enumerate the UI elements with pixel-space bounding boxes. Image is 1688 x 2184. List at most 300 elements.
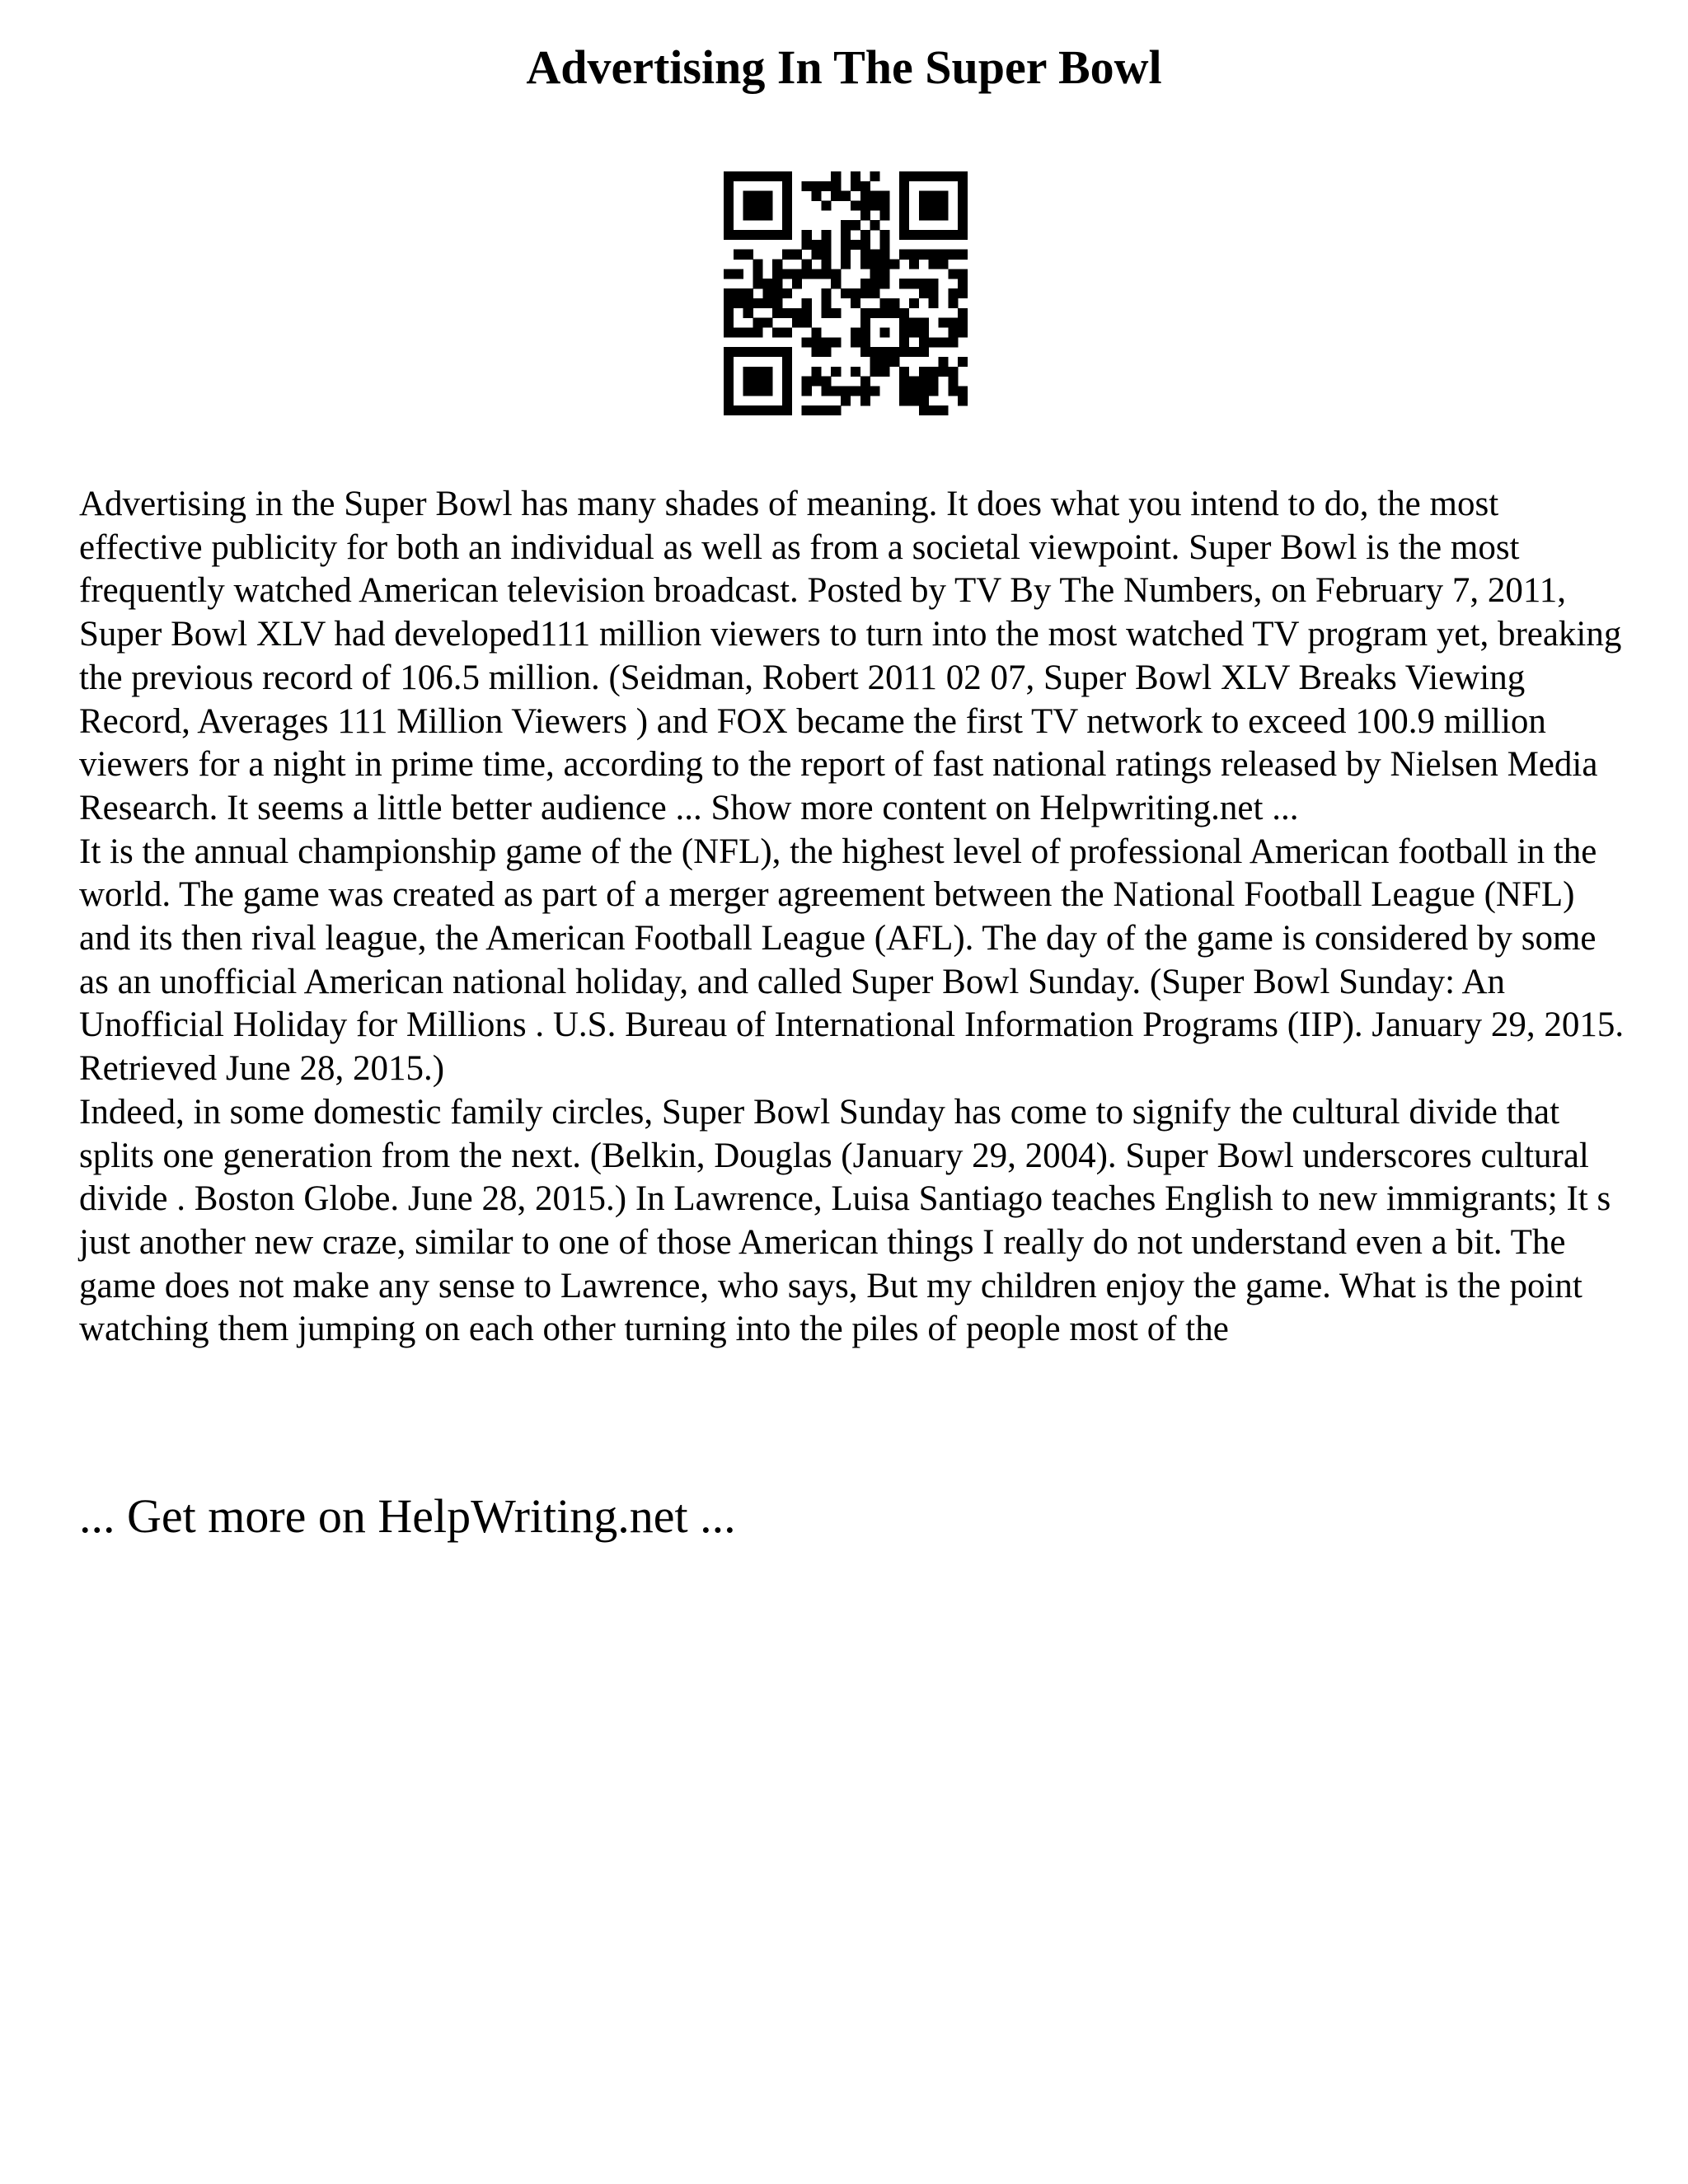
qr-module [879,298,889,308]
qr-module [860,347,870,357]
qr-module [958,308,968,318]
qr-module [929,288,939,298]
qr-module [958,327,968,337]
qr-module [724,210,734,220]
qr-module [812,240,822,250]
qr-module [909,327,919,337]
qr-module [909,171,919,181]
qr-module [841,230,851,240]
qr-module [841,220,851,230]
qr-module [724,396,734,405]
qr-module [919,318,929,328]
qr-module [870,288,880,298]
qr-module [909,318,919,328]
qr-module [841,386,851,396]
qr-module [948,318,958,328]
qr-module [919,386,929,396]
qr-module [889,347,899,357]
qr-module [929,279,939,288]
qr-module [812,191,822,201]
qr-module [743,377,753,387]
qr-module [870,201,880,211]
qr-module [792,308,802,318]
qr-module [958,210,968,220]
qr-module [958,288,968,298]
paragraph-1: Advertising in the Super Bowl has many shades of meaning. It does what you intend to do, the most effective publicity for both an individual as well as from a societal viewpoint. Super Bowl is the most frequently watched American television broadcast. Posted by TV By The Numbers, on February 7, 2011, Super Bowl XLV had developed111 million viewers to turn into the most watched TV program yet, breaking the previous record of 106.5 million. (Seidman, Robert 2011 02 07, Super Bowl XLV Breaks Viewing Record, Averages 111 Million Viewers ) and FOX became the first TV network to exceed 100.9 million viewers for a night in prime time, according to the report of fast national ratings released by Nielsen Media Research. It seems a little better audience ... Show more content on Helpwriting.net ... [79,485,1622,827]
qr-module [821,308,831,318]
qr-module [772,288,782,298]
qr-module [772,405,782,415]
qr-module [879,279,889,288]
qr-module [919,201,929,211]
qr-module [851,288,860,298]
qr-module [919,279,929,288]
qr-module [724,181,734,191]
qr-module [772,298,782,308]
paragraph-3: Indeed, in some domestic family circles, Super Bowl Sunday has come to signify the cultural divide that splits one generation from the next. (Belkin, Douglas (January 29, 2004). Super Bowl underscores cultural divide . Boston Globe. June 28, 2015.) In Lawrence, Luisa Santiago teaches English to new immigrants; It s just another new craze, similar to one of those American things I really do not understand even a bit. The game does not make any sense to Lawrence, who says, But my children enjoy the game. What is the point watching them jumping on each other turning into the piles of people most of the [79,1092,1611,1349]
qr-module [860,181,870,191]
qr-module [753,191,763,201]
qr-module [802,230,812,240]
qr-module [948,269,958,279]
qr-module [909,250,919,260]
qr-module [724,347,734,357]
qr-module [831,269,841,279]
qr-module [958,181,968,191]
qr-module [753,260,763,269]
qr-module [762,191,772,201]
qr-module [889,260,899,269]
qr-module [879,230,889,240]
qr-module [734,230,743,240]
qr-module [772,269,782,279]
qr-module [821,201,831,211]
qr-module [782,347,792,357]
qr-module [792,250,802,260]
qr-module [919,396,929,405]
qr-module [821,230,831,240]
qr-module [899,279,909,288]
qr-module [899,181,909,191]
qr-module [802,181,812,191]
qr-module [948,230,958,240]
qr-module [870,260,880,269]
qr-module [899,347,909,357]
qr-module [958,269,968,279]
qr-module [821,181,831,191]
qr-module [938,367,948,377]
qr-module [938,405,948,415]
qr-module [879,201,889,211]
qr-module [870,357,880,367]
qr-module [919,288,929,298]
qr-module [958,201,968,211]
qr-module [958,318,968,328]
qr-module [870,308,880,318]
qr-module [743,230,753,240]
qr-module [860,337,870,347]
qr-module [802,260,812,269]
qr-module [841,288,851,298]
qr-module [860,318,870,328]
qr-module [753,377,763,387]
qr-module [831,405,841,415]
qr-module [792,269,802,279]
qr-module [929,201,939,211]
qr-module [909,396,919,405]
qr-module [772,308,782,318]
qr-module [831,181,841,191]
qr-module [909,279,919,288]
qr-module [743,367,753,377]
qr-module [812,405,822,415]
qr-module [879,367,889,377]
qr-module [860,191,870,201]
qr-module [782,269,792,279]
qr-module [879,240,889,250]
qr-module [929,377,939,387]
qr-module [762,367,772,377]
qr-module [782,181,792,191]
qr-module [734,171,743,181]
qr-module [782,396,792,405]
qr-module [879,347,889,357]
qr-module [929,250,939,260]
qr-module [909,347,919,357]
qr-module [743,210,753,220]
qr-module [753,327,763,337]
qr-module [899,337,909,347]
qr-module [958,279,968,288]
qr-module [851,337,860,347]
qr-module [860,279,870,288]
qr-module [860,201,870,211]
qr-module [762,347,772,357]
qr-module [724,357,734,367]
qr-module [841,260,851,269]
qr-module [938,171,948,181]
qr-module [851,327,860,337]
qr-module [958,250,968,260]
qr-module [948,337,958,347]
qr-module [889,357,899,367]
qr-code-graphic [724,171,968,415]
qr-module [919,210,929,220]
qr-module [919,327,929,337]
qr-module [919,377,929,387]
qr-module [772,260,782,269]
qr-module [899,308,909,318]
qr-module [782,377,792,387]
qr-module [938,318,948,328]
qr-module [782,386,792,396]
qr-module [879,308,889,318]
qr-module [870,269,880,279]
qr-module [762,210,772,220]
paragraph-2: It is the annual championship game of the (NFL), the highest level of professional American football in the world. The game was created as part of a merger agreement between the National Football League (NFL) and its then rival league, the American Football League (AFL). The day of the game is considered by some as an unofficial American national holiday, and called Super Bowl Sunday. (Super Bowl Sunday: An Unofficial Holiday for Millions . U.S. Bureau of International Information Programs (IIP). January 29, 2015. Retrieved June 28, 2015.) [79,832,1625,1089]
qr-module [958,357,968,367]
qr-module [870,367,880,377]
qr-module [860,288,870,298]
qr-module [724,269,734,279]
qr-module [782,201,792,211]
qr-module [802,318,812,328]
qr-module [929,230,939,240]
qr-module [899,171,909,181]
qr-module [929,386,939,396]
qr-module [782,220,792,230]
qr-module [851,181,860,191]
qr-module [879,191,889,201]
qr-module [958,386,968,396]
qr-module [782,367,792,377]
qr-module [860,260,870,269]
qr-module [821,260,831,269]
qr-module [860,377,870,387]
qr-module [889,308,899,318]
qr-module [919,171,929,181]
qr-module [909,377,919,387]
qr-module [899,318,909,328]
qr-module [724,220,734,230]
qr-module [958,191,968,201]
qr-module [753,230,763,240]
qr-module [919,405,929,415]
qr-module [734,347,743,357]
qr-module [802,308,812,318]
qr-module [831,279,841,288]
qr-module [743,250,753,260]
qr-module [831,308,841,318]
qr-module [782,250,792,260]
qr-module [899,210,909,220]
qr-module [870,347,880,357]
qr-module [734,327,743,337]
qr-module [870,250,880,260]
qr-module [879,250,889,260]
qr-module [899,386,909,396]
qr-module [860,327,870,337]
document-title: Advertising In The Super Bowl [526,40,1162,94]
qr-module [753,347,763,357]
qr-module [762,298,772,308]
qr-module [879,260,889,269]
qr-module [724,405,734,415]
qr-module [762,318,772,328]
qr-module [753,279,763,288]
qr-module [821,386,831,396]
get-more-link[interactable]: ... Get more on HelpWriting.net ... [79,1489,736,1543]
qr-module [879,210,889,220]
qr-module [919,347,929,357]
qr-module [851,220,860,230]
qr-module [724,191,734,201]
qr-module [899,250,909,260]
qr-module [889,298,899,308]
qr-module [743,347,753,357]
qr-module [753,269,763,279]
qr-module [870,279,880,288]
qr-module [743,288,753,298]
qr-module [772,347,782,357]
qr-module [958,230,968,240]
qr-module [831,171,841,181]
qr-module [802,337,812,347]
qr-module [860,386,870,396]
qr-module [909,230,919,240]
qr-module [899,396,909,405]
qr-module [879,269,889,279]
qr-module [948,298,958,308]
qr-module [821,298,831,308]
qr-module [851,386,860,396]
qr-module [753,318,763,328]
article-body [79,483,1629,1352]
qr-module [821,269,831,279]
qr-module [812,347,822,357]
qr-module [734,405,743,415]
qr-module [938,337,948,347]
qr-module [802,377,812,387]
qr-module [734,250,743,260]
qr-module [772,279,782,288]
qr-module [938,357,948,367]
qr-module [929,171,939,181]
qr-module [870,171,880,181]
qr-module [762,201,772,211]
qr-module [724,171,734,181]
qr-module [812,377,822,387]
qr-module [724,230,734,240]
qr-module [724,386,734,396]
qr-module [821,405,831,415]
qr-module [734,269,743,279]
qr-module [919,191,929,201]
qr-module [938,260,948,269]
qr-module [899,220,909,230]
qr-module [724,298,734,308]
qr-module [724,327,734,337]
qr-module [860,240,870,250]
qr-module [734,288,743,298]
qr-module [870,220,880,230]
qr-module [948,367,958,377]
qr-module [831,337,841,347]
qr-module [841,250,851,260]
qr-module [753,367,763,377]
qr-module [724,201,734,211]
qr-module [782,288,792,298]
qr-module [929,405,939,415]
qr-module [929,298,939,308]
qr-module [831,386,841,396]
qr-module [743,171,753,181]
qr-module [860,396,870,405]
qr-module [812,250,822,260]
qr-module [792,318,802,328]
qr-module [879,357,889,367]
qr-module [743,327,753,337]
qr-module [938,201,948,211]
qr-module [831,191,841,201]
qr-module [743,308,753,318]
qr-module [743,191,753,201]
qr-module [851,240,860,250]
qr-module [743,201,753,211]
qr-module [860,230,870,240]
qr-module [772,327,782,337]
qr-module [743,405,753,415]
qr-module [870,191,880,201]
qr-module [802,405,812,415]
qr-module [821,377,831,387]
qr-module [821,240,831,250]
qr-module [841,191,851,201]
qr-module [948,327,958,337]
qr-module [762,405,772,415]
qr-module [802,269,812,279]
qr-module [802,386,812,396]
qr-module [743,386,753,396]
qr-module [753,405,763,415]
qr-module [782,171,792,181]
qr-module [899,191,909,201]
qr-module [782,210,792,220]
qr-module [958,220,968,230]
qr-module [948,288,958,298]
qr-module [753,171,763,181]
qr-module [753,210,763,220]
qr-module [724,318,734,328]
qr-module [821,347,831,357]
qr-module [812,181,822,191]
qr-module [724,377,734,387]
qr-module [948,377,958,387]
qr-module [782,357,792,367]
qr-module [753,298,763,308]
qr-module [772,230,782,240]
qr-module [919,337,929,347]
qr-module [812,327,822,337]
qr-module [860,210,870,220]
qr-module [802,240,812,250]
qr-module [899,377,909,387]
qr-module [938,191,948,201]
qr-module [802,298,812,308]
qr-module [909,260,919,269]
qr-module [938,250,948,260]
qr-module [899,201,909,211]
qr-module [782,308,792,318]
qr-module [724,367,734,377]
qr-module [938,230,948,240]
qr-module [724,288,734,298]
qr-module [948,171,958,181]
qr-module [860,308,870,318]
qr-module [762,171,772,181]
qr-module [812,269,822,279]
qr-module [762,288,772,298]
qr-module [821,250,831,260]
qr-module [899,367,909,377]
qr-module [851,367,860,377]
qr-module [812,367,822,377]
qr-module [929,367,939,377]
qr-module [841,396,851,405]
qr-module [762,279,772,288]
qr-module [772,171,782,181]
qr-module [753,201,763,211]
